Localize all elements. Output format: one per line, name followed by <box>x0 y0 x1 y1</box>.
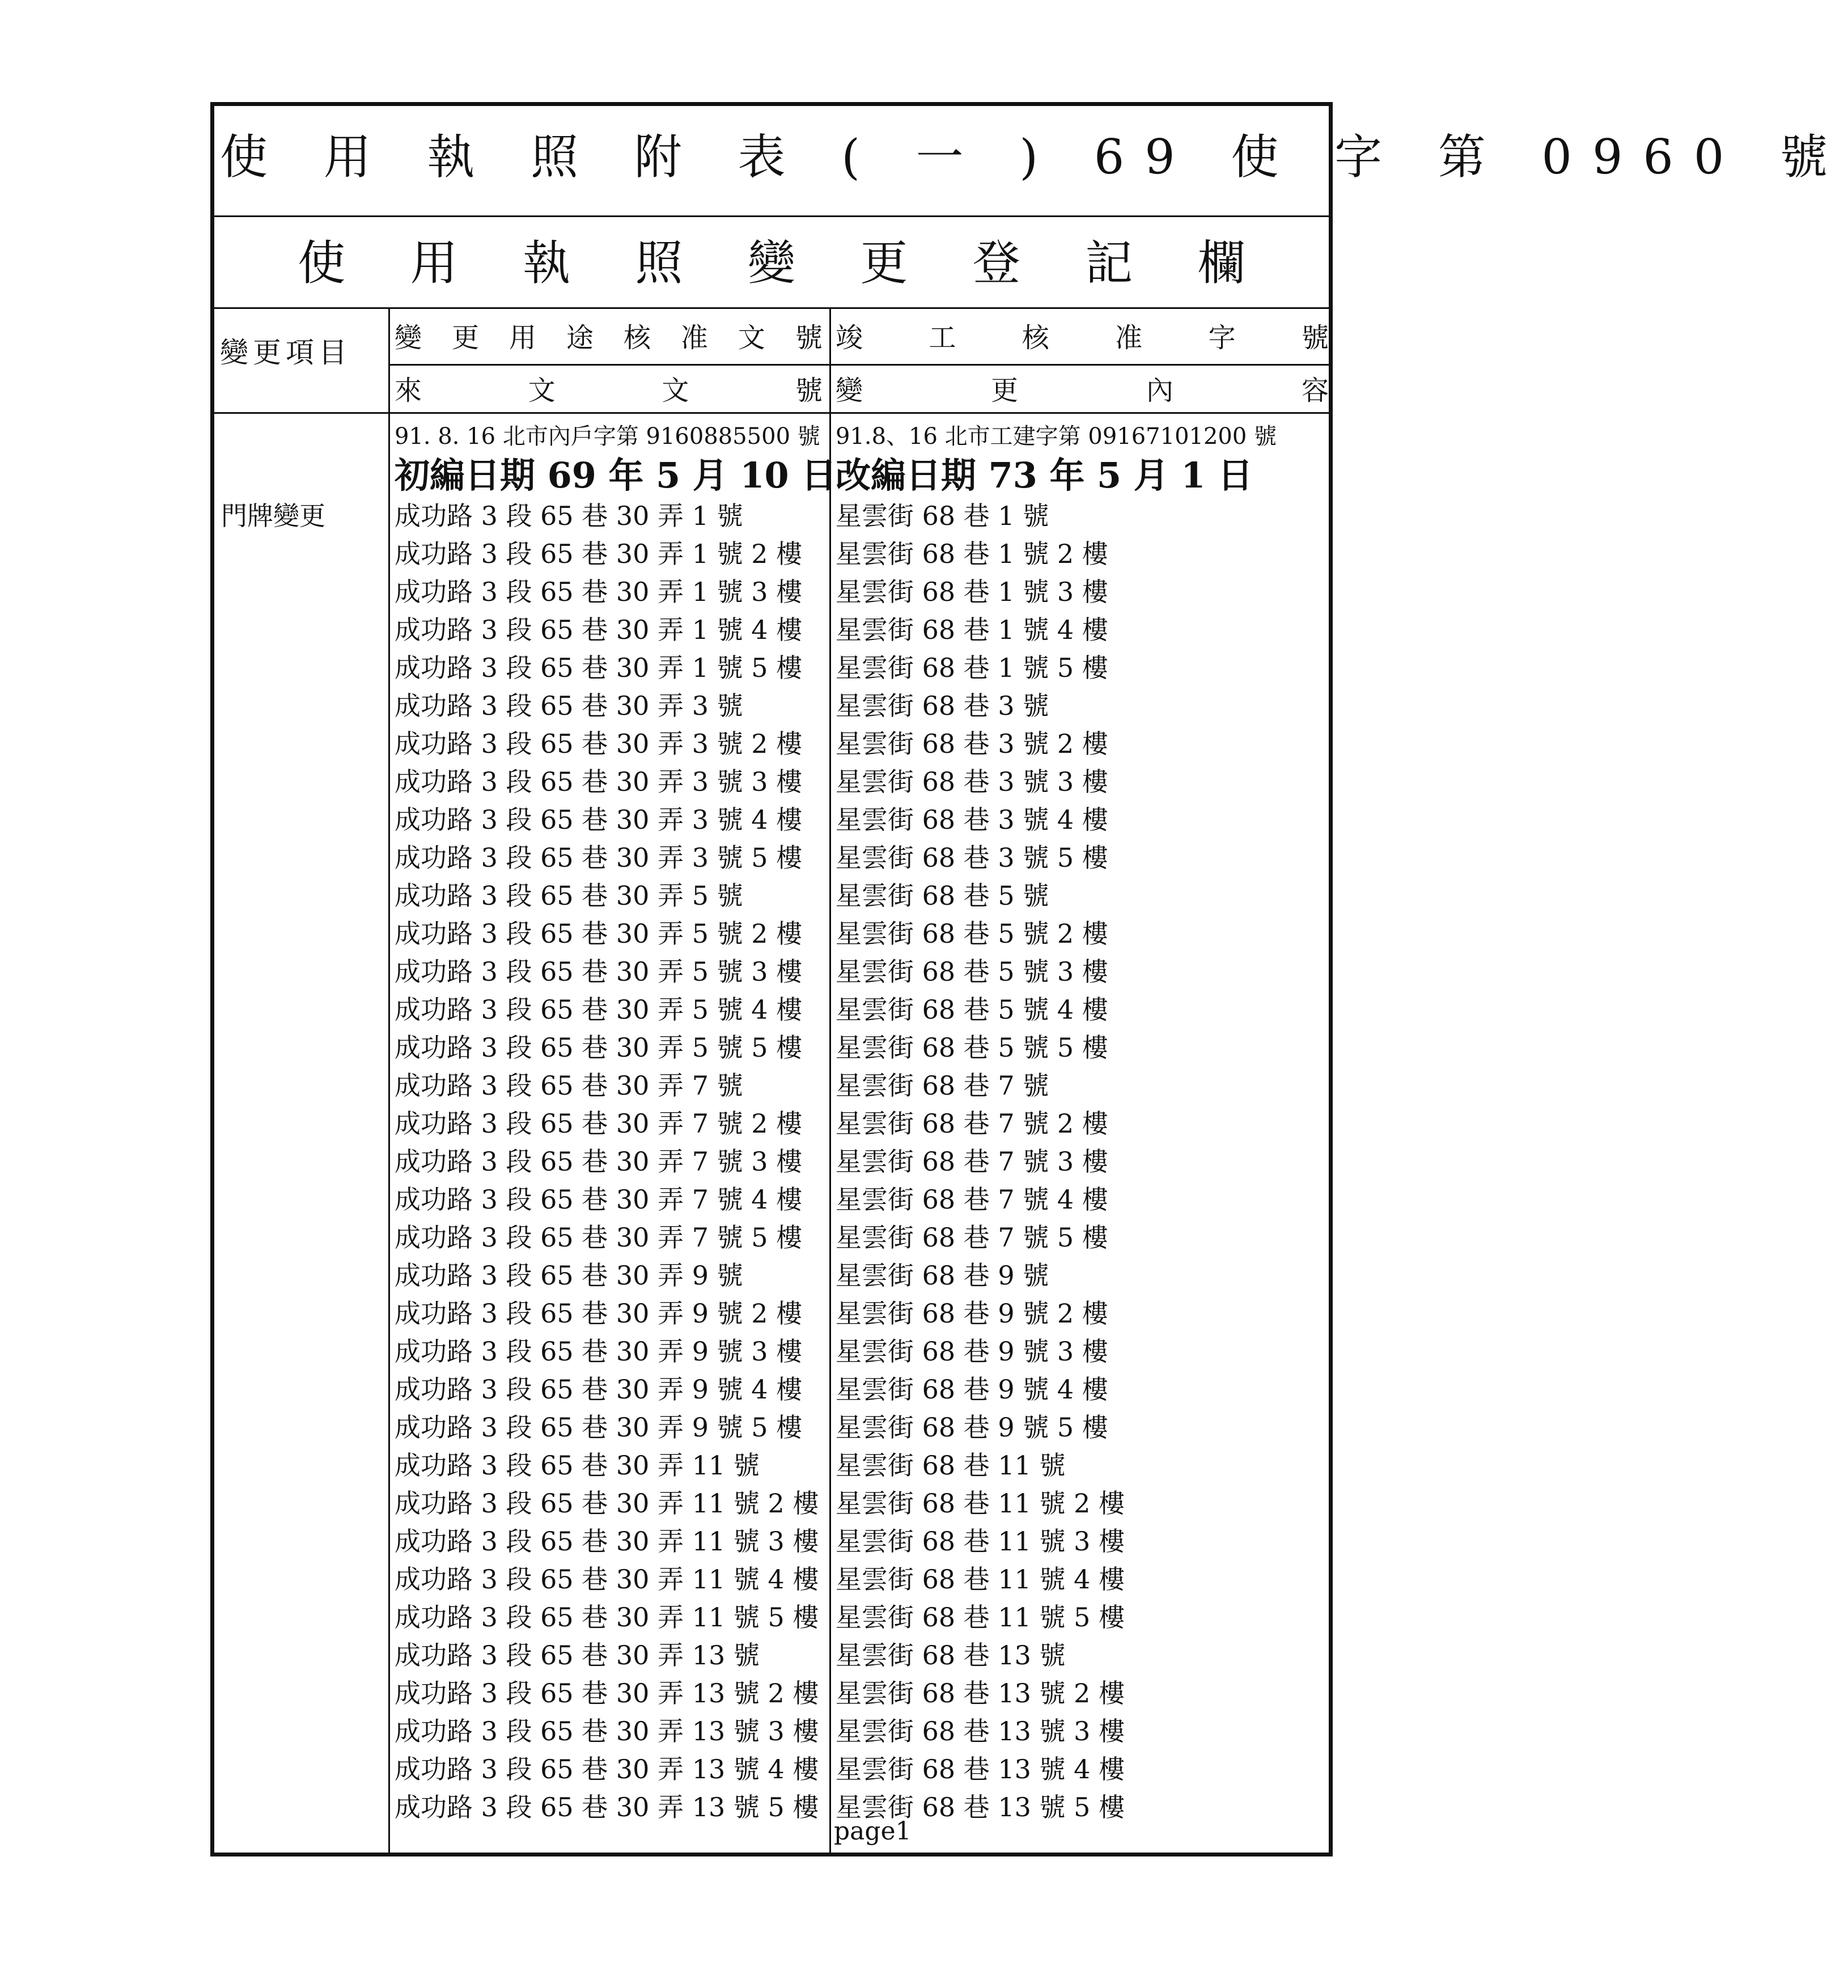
new-address: 星雲街 68 巷 1 號 <box>836 501 1049 531</box>
change-item-label: 門牌變更 <box>221 501 325 531</box>
section-title-char: 變 <box>747 235 795 291</box>
header-approval-number <box>395 314 823 357</box>
column-divider <box>388 307 390 1853</box>
old-address: 成功路 3 段 65 巷 30 弄 3 號 <box>395 690 743 721</box>
old-address: 成功路 3 段 65 巷 30 弄 9 號 2 樓 <box>395 1298 803 1329</box>
section-title-char: 執 <box>523 235 571 291</box>
original-date: 初編日期 69 年 5 月 10 日 <box>395 455 837 496</box>
old-address: 成功路 3 段 65 巷 30 弄 1 號 <box>395 501 743 531</box>
header-incoming-number <box>395 368 823 408</box>
new-address: 星雲街 68 巷 11 號 4 樓 <box>836 1564 1125 1595</box>
new-address: 星雲街 68 巷 13 號 <box>836 1640 1066 1671</box>
page-label: page1 <box>834 1817 912 1846</box>
header-approval-char: 用 <box>508 322 536 354</box>
new-address: 星雲街 68 巷 5 號 <box>836 880 1049 911</box>
header-approval-char: 變 <box>395 322 422 354</box>
header-completion-char: 字 <box>1208 322 1236 354</box>
divider <box>214 412 1329 414</box>
section-title-char: 登 <box>972 235 1020 291</box>
page-title: 使 用 執 照 附 表 ( 一 ) 69 使 字 第 0960 號 <box>220 129 1848 185</box>
old-address: 成功路 3 段 65 巷 30 弄 1 號 2 樓 <box>395 539 803 569</box>
header-content-char: 內 <box>1146 374 1173 406</box>
new-address: 星雲街 68 巷 11 號 2 樓 <box>836 1488 1125 1519</box>
old-address: 成功路 3 段 65 巷 30 弄 3 號 5 樓 <box>395 842 803 873</box>
new-address: 星雲街 68 巷 9 號 3 樓 <box>836 1336 1108 1367</box>
old-address: 成功路 3 段 65 巷 30 弄 9 號 5 樓 <box>395 1412 803 1443</box>
header-content-char: 容 <box>1301 374 1329 406</box>
old-address: 成功路 3 段 65 巷 30 弄 11 號 3 樓 <box>395 1526 819 1557</box>
new-address: 星雲街 68 巷 3 號 3 樓 <box>836 766 1108 797</box>
old-address: 成功路 3 段 65 巷 30 弄 1 號 5 樓 <box>395 652 803 683</box>
column-divider <box>829 307 831 1853</box>
old-address: 成功路 3 段 65 巷 30 弄 3 號 2 樓 <box>395 728 803 759</box>
header-completion-char: 工 <box>929 322 956 354</box>
old-address: 成功路 3 段 65 巷 30 弄 13 號 4 樓 <box>395 1754 819 1784</box>
header-approval-char: 更 <box>451 322 479 354</box>
new-address: 星雲街 68 巷 5 號 2 樓 <box>836 918 1108 949</box>
new-address: 星雲街 68 巷 9 號 <box>836 1260 1049 1291</box>
new-address: 星雲街 68 巷 9 號 4 樓 <box>836 1374 1108 1405</box>
header-approval-char: 號 <box>795 322 823 354</box>
old-address: 成功路 3 段 65 巷 30 弄 7 號 <box>395 1070 743 1101</box>
old-address: 成功路 3 段 65 巷 30 弄 9 號 3 樓 <box>395 1336 803 1367</box>
old-address: 成功路 3 段 65 巷 30 弄 5 號 3 樓 <box>395 956 803 987</box>
new-address: 星雲街 68 巷 3 號 <box>836 690 1049 721</box>
new-address: 星雲街 68 巷 11 號 3 樓 <box>836 1526 1125 1557</box>
header-incoming-char: 來 <box>395 374 422 406</box>
header-completion-char: 核 <box>1022 322 1049 354</box>
new-address: 星雲街 68 巷 3 號 5 樓 <box>836 842 1108 873</box>
header-approval-char: 途 <box>566 322 594 354</box>
old-address: 成功路 3 段 65 巷 30 弄 13 號 <box>395 1640 760 1671</box>
section-title-char: 使 <box>298 235 346 291</box>
right-reference: 91.8、16 北市工建字第 09167101200 號 <box>836 423 1277 450</box>
new-address: 星雲街 68 巷 7 號 4 樓 <box>836 1184 1108 1215</box>
old-address: 成功路 3 段 65 巷 30 弄 13 號 3 樓 <box>395 1716 819 1747</box>
divider <box>214 307 1329 309</box>
divider <box>388 364 1329 366</box>
new-address: 星雲街 68 巷 7 號 3 樓 <box>836 1146 1108 1177</box>
old-address: 成功路 3 段 65 巷 30 弄 5 號 5 樓 <box>395 1032 803 1063</box>
header-completion-char: 號 <box>1301 322 1329 354</box>
old-address: 成功路 3 段 65 巷 30 弄 1 號 4 樓 <box>395 614 803 645</box>
new-address: 星雲街 68 巷 3 號 2 樓 <box>836 728 1108 759</box>
header-approval-char: 准 <box>680 322 708 354</box>
header-content-char: 變 <box>836 374 863 406</box>
header-content-char: 更 <box>990 374 1018 406</box>
document-frame <box>210 102 1848 1856</box>
new-address: 星雲街 68 巷 5 號 4 樓 <box>836 994 1108 1025</box>
section-title-char: 照 <box>635 235 683 291</box>
new-address: 星雲街 68 巷 3 號 4 樓 <box>836 804 1108 835</box>
header-incoming-char: 文 <box>528 374 556 406</box>
old-address: 成功路 3 段 65 巷 30 弄 7 號 4 樓 <box>395 1184 803 1215</box>
old-address: 成功路 3 段 65 巷 30 弄 11 號 2 樓 <box>395 1488 819 1519</box>
new-address: 星雲街 68 巷 5 號 5 樓 <box>836 1032 1108 1063</box>
header-approval-char: 文 <box>737 322 765 354</box>
old-address: 成功路 3 段 65 巷 30 弄 11 號 <box>395 1450 760 1481</box>
new-address: 星雲街 68 巷 13 號 3 樓 <box>836 1716 1125 1747</box>
old-address: 成功路 3 段 65 巷 30 弄 13 號 2 樓 <box>395 1678 819 1709</box>
new-address: 星雲街 68 巷 9 號 2 樓 <box>836 1298 1108 1329</box>
old-address: 成功路 3 段 65 巷 30 弄 5 號 4 樓 <box>395 994 803 1025</box>
new-address: 星雲街 68 巷 7 號 <box>836 1070 1049 1101</box>
old-address: 成功路 3 段 65 巷 30 弄 7 號 2 樓 <box>395 1108 803 1139</box>
new-address: 星雲街 68 巷 7 號 5 樓 <box>836 1222 1108 1253</box>
header-approval-char: 核 <box>623 322 651 354</box>
new-address: 星雲街 68 巷 11 號 5 樓 <box>836 1602 1125 1633</box>
new-address: 星雲街 68 巷 5 號 3 樓 <box>836 956 1108 987</box>
old-address: 成功路 3 段 65 巷 30 弄 7 號 3 樓 <box>395 1146 803 1177</box>
section-title <box>214 214 1329 304</box>
new-address: 星雲街 68 巷 13 號 4 樓 <box>836 1754 1125 1784</box>
section-title-char: 更 <box>860 235 908 291</box>
old-address: 成功路 3 段 65 巷 30 弄 1 號 3 樓 <box>395 577 803 607</box>
revised-date: 改編日期 73 年 5 月 1 日 <box>836 455 1253 496</box>
header-incoming-char: 號 <box>795 374 823 406</box>
new-address: 星雲街 68 巷 1 號 3 樓 <box>836 577 1108 607</box>
old-address: 成功路 3 段 65 巷 30 弄 5 號 2 樓 <box>395 918 803 949</box>
new-address: 星雲街 68 巷 1 號 5 樓 <box>836 652 1108 683</box>
old-address: 成功路 3 段 65 巷 30 弄 3 號 4 樓 <box>395 804 803 835</box>
section-title-char: 欄 <box>1197 235 1245 291</box>
header-completion-number <box>836 314 1329 357</box>
new-address: 星雲街 68 巷 1 號 2 樓 <box>836 539 1108 569</box>
header-completion-char: 竣 <box>836 322 863 354</box>
old-address: 成功路 3 段 65 巷 30 弄 5 號 <box>395 880 743 911</box>
section-title-char: 記 <box>1085 235 1133 291</box>
old-address: 成功路 3 段 65 巷 30 弄 11 號 5 樓 <box>395 1602 819 1633</box>
old-address: 成功路 3 段 65 巷 30 弄 3 號 3 樓 <box>395 766 803 797</box>
new-address: 星雲街 68 巷 13 號 5 樓 <box>836 1792 1125 1822</box>
old-address: 成功路 3 段 65 巷 30 弄 9 號 <box>395 1260 743 1291</box>
header-incoming-char: 文 <box>662 374 689 406</box>
left-reference: 91. 8. 16 北市內戶字第 9160885500 號 <box>395 423 820 450</box>
section-title-char: 用 <box>410 235 458 291</box>
old-address: 成功路 3 段 65 巷 30 弄 13 號 5 樓 <box>395 1792 819 1822</box>
header-change-content <box>836 368 1329 408</box>
new-address: 星雲街 68 巷 9 號 5 樓 <box>836 1412 1108 1443</box>
new-address: 星雲街 68 巷 11 號 <box>836 1450 1066 1481</box>
new-address: 星雲街 68 巷 7 號 2 樓 <box>836 1108 1108 1139</box>
new-address: 星雲街 68 巷 13 號 2 樓 <box>836 1678 1125 1709</box>
header-completion-char: 准 <box>1115 322 1143 354</box>
new-address: 星雲街 68 巷 1 號 4 樓 <box>836 614 1108 645</box>
old-address: 成功路 3 段 65 巷 30 弄 9 號 4 樓 <box>395 1374 803 1405</box>
old-address: 成功路 3 段 65 巷 30 弄 11 號 4 樓 <box>395 1564 819 1595</box>
old-address: 成功路 3 段 65 巷 30 弄 7 號 5 樓 <box>395 1222 803 1253</box>
header-change-item: 變更項目 <box>220 336 351 369</box>
